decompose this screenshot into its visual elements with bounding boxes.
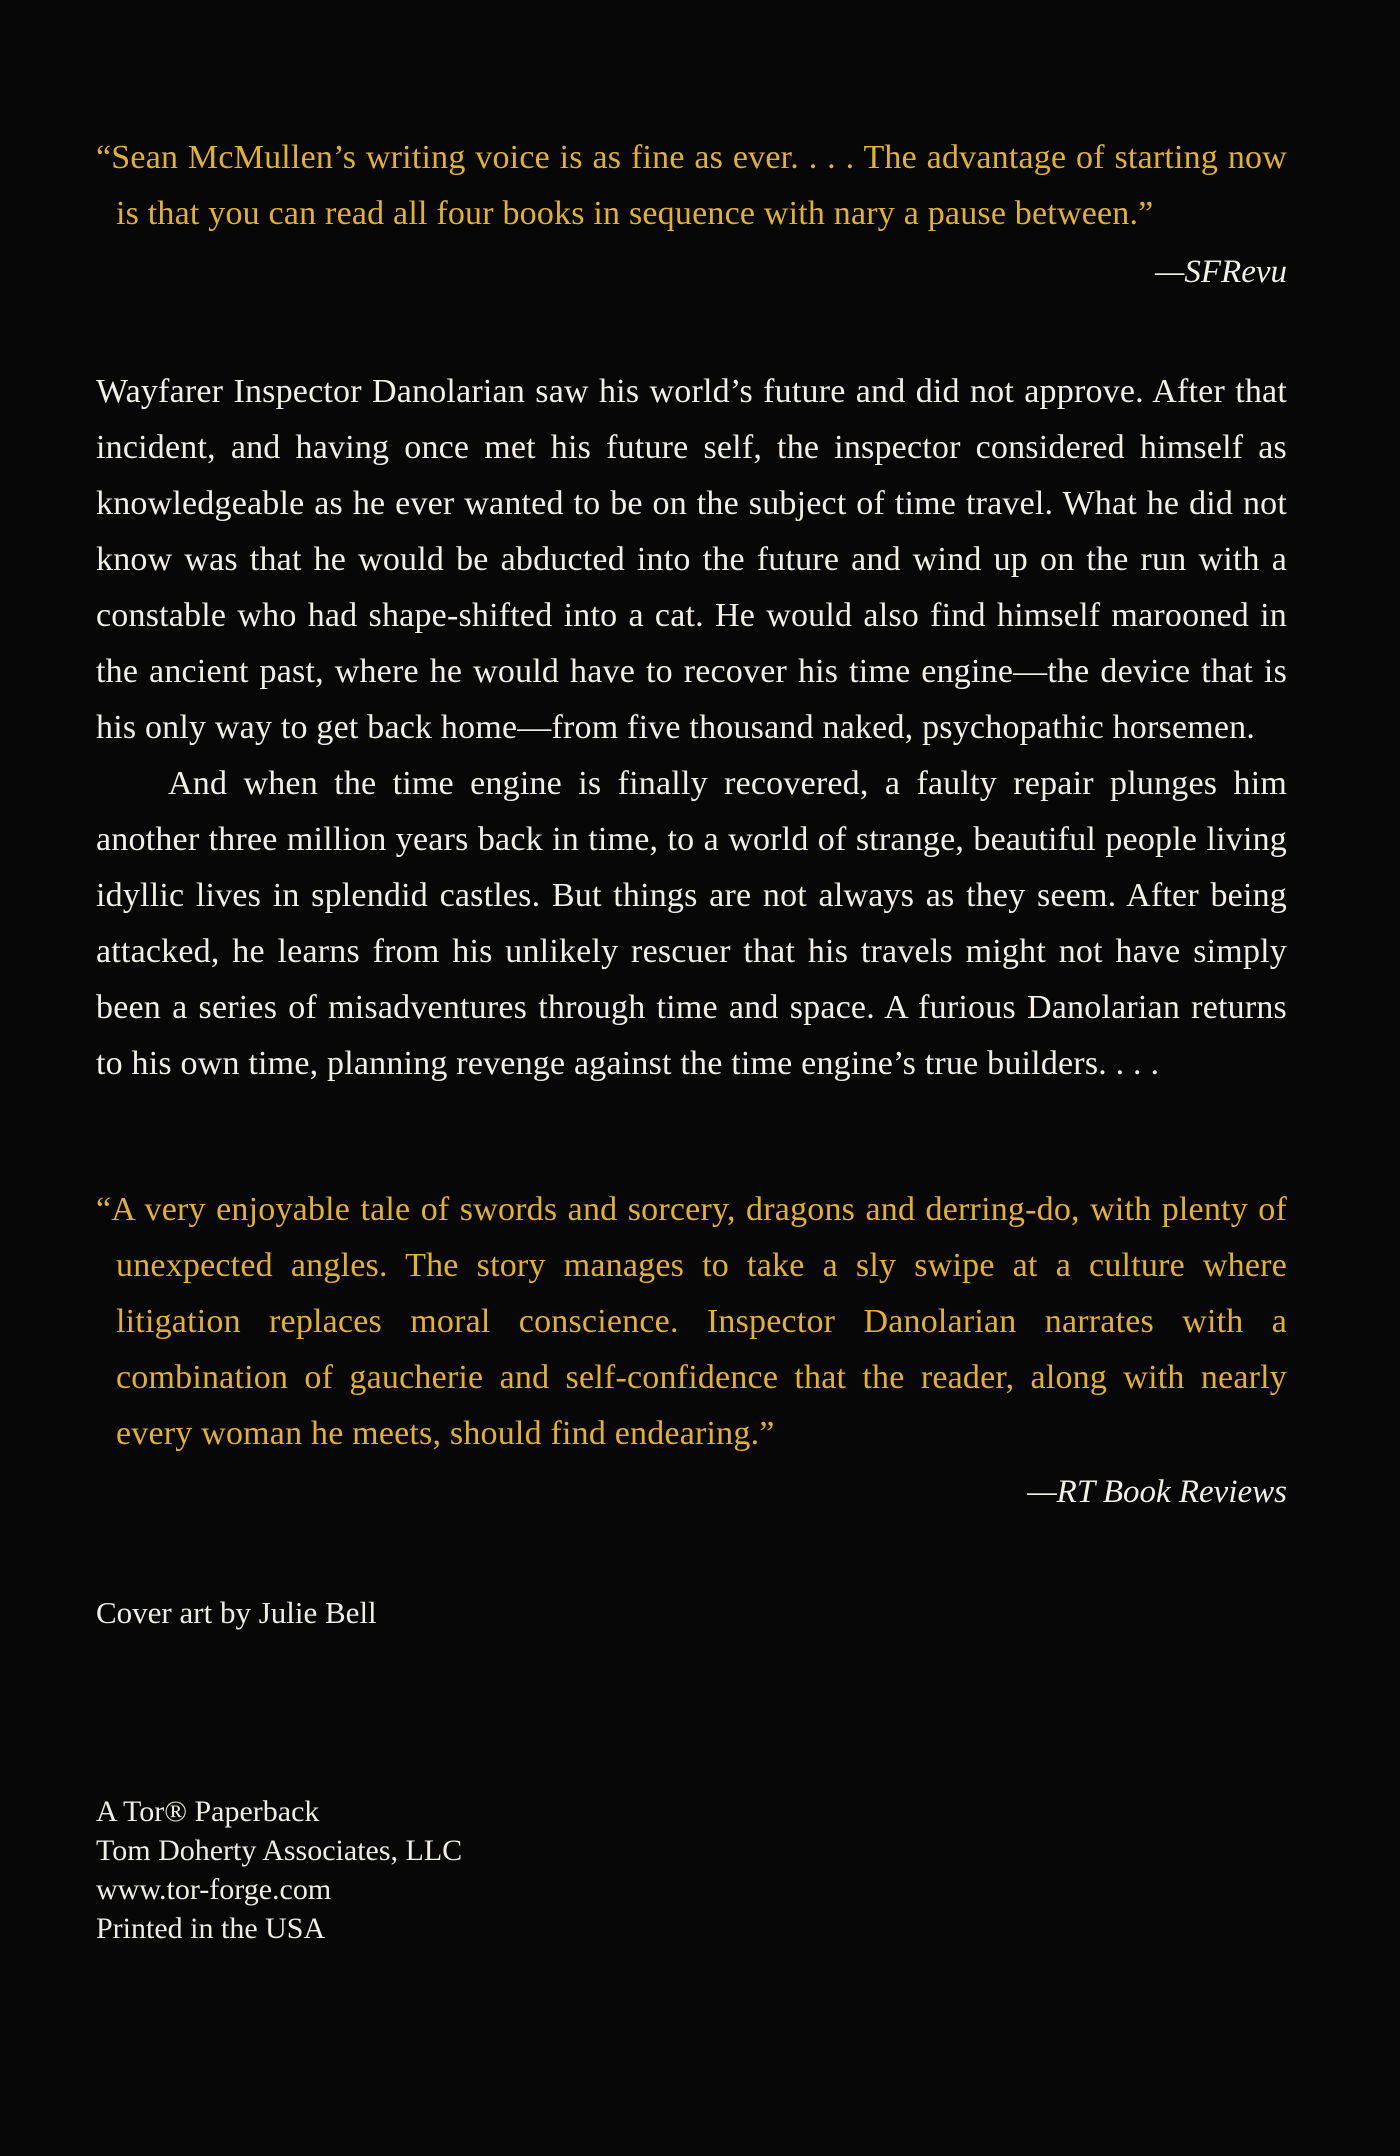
synopsis-paragraph-2: And when the time engine is finally recovered, a faulty repair plunges him another three million years back in time, to a world of strange, beautiful people living idyllic lives in splendid castles. But things are not always as they seem. After being attacked, he learns from his unlikely rescuer that his travels might not have simply been a series of misadventures through time and space. A furious Danolarian returns to his own time, planning revenge against the time engine’s true builders. . . . (96, 765, 1287, 1082)
synopsis-paragraph-1: Wayfarer Inspector Danolarian saw his world’s future and did not approve. After that incident, and having once met his future self, the inspector considered himself as knowledgeable as he ever wanted to be on the subject of time travel. What he did not know was that he would be abducted into the future and wind up on the run with a constable who had shape-shifted into a cat. He would also find himself marooned in the ancient past, where he would have to recover his time engine—the device that is his only way to get back home—from five thousand naked, psychopathic horsemen. (96, 373, 1287, 746)
publisher-company-line: Tom Doherty Associates, LLC (96, 1834, 463, 1867)
synopsis (96, 364, 1287, 1092)
review-quote-bottom-attribution: —RT Book Reviews (1027, 1474, 1287, 1510)
cover-art-credit: Cover art by Julie Bell (96, 1595, 377, 1630)
publisher-printed-line: Printed in the USA (96, 1912, 326, 1945)
publisher-block (96, 1792, 1287, 1948)
publisher-website-line: www.tor-forge.com (96, 1873, 332, 1906)
review-quote-top-attribution: —SFRevu (1155, 254, 1287, 290)
publisher-imprint-line: A Tor® Paperback (96, 1795, 320, 1828)
review-quote-bottom: “A very enjoyable tale of swords and sorcery, dragons and derring-do, with plenty of unexpected angles. The story manages to take a sly swipe at a culture where litigation replaces moral conscience. Inspector Danolarian narrates with a combination of gaucherie and self-confidence that the reader, along with nearly every woman he meets, should find endearing.” (96, 1191, 1287, 1452)
review-quote-top: “Sean McMullen’s writing voice is as fine as ever. . . . The advantage of starting now is that you can read all four books in sequence with nary a pause between.” (96, 139, 1287, 232)
